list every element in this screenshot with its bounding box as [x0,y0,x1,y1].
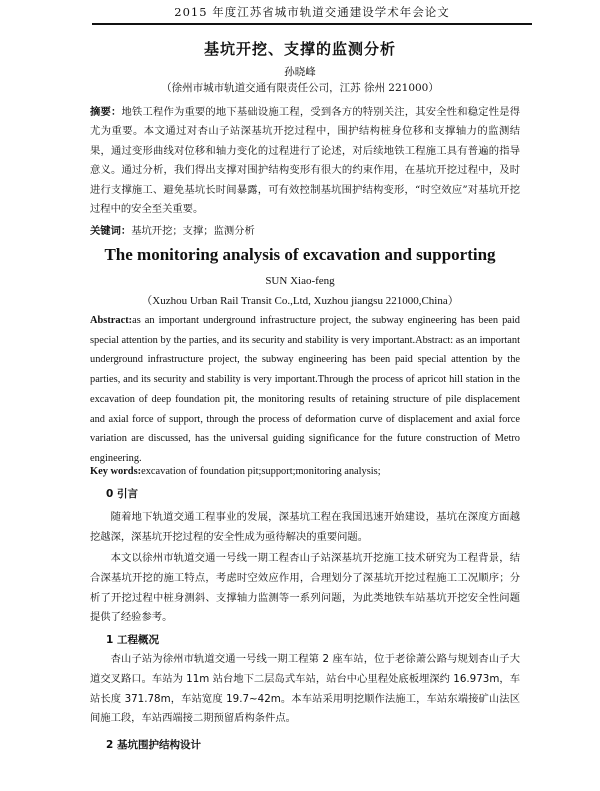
chinese-keywords-label: 关键词： [90,225,132,237]
introduction-paragraph-1: 随着地下轨道交通工程事业的发展，深基坑工程在我国迅速开始建设，基坑在深度方面越挖越深，深基坑开挖过程的安全性成为亟待解决的重要问题。 [90,511,520,543]
english-abstract [90,311,520,469]
chinese-affiliation: （徐州市城市轨道交通有限责任公司，江苏 徐州 221000） [161,82,439,94]
header-rule [92,24,532,25]
section-heading-retaining-structure: 2 基坑围护结构设计 [106,739,201,751]
english-author: SUN Xiao-feng [265,275,335,287]
section-heading-introduction: 0 引言 [106,488,138,500]
introduction-paragraph-2: 本文以徐州市轨道交通一号线一期工程杏山子站深基坑开挖施工技术研究为工程背景，结合深基坑开挖的施工特点，考虑时空效应作用，合理划分了深基坑开挖过程施工工况顺序；分析了开挖过程中桩身测斜、支撑轴力监测等一系列问题，为此类地铁车站基坑开挖安全性问题提供了经验参考。 [90,552,520,624]
chinese-author: 孙晓峰 [284,66,316,78]
english-keywords [90,466,520,477]
english-abstract-text: as an important underground infrastructure project, the subway engineering has been paid special attention by the parties, and its security and stability is very important.Abstract: as an important underground infrastructure project, the subway engineering has been paid special attention by the parties, and its security and stability is very important.Through the process of apricot hill station in the excavation of deep foundation pit, the monitoring results of retaining structure of pile displacement and axial force of support, through the process of deformation curve of displacement and axial force variation are discussed, has the universal guiding significance for the future construction of Metro engineering. [90,315,520,464]
section-heading-project-overview: 1 工程概况 [106,634,159,646]
chinese-title: 基坑开挖、支撑的监测分析 [203,40,396,58]
chinese-keywords-text: 基坑开挖；支撑；监测分析 [131,225,255,237]
english-keywords-label: Key words: [90,466,142,477]
english-keywords-text: excavation of foundation pit;support;monitoring analysis; [141,466,381,477]
chinese-abstract-text: 地铁工程作为重要的地下基础设施工程，受到各方的特别关注，其安全性和稳定性是得尤为重要。本文通过对杏山子站深基坑开挖过程中，围护结构桩身位移和支撑轴力的监测结果，通过变形曲线对位移和轴力变化的过程进行了论述，对后续地铁工程施工具有普遍的指导意义。通过分析，我们得出支撑对围护结构变形有很大的约束作用，在基坑开挖过程中，及时进行支撑施工、避免基坑长时间暴露，可有效控制基坑围护结构变形，“时空效应”对基坑开挖过程中的安全至关重要。 [90,106,521,216]
chinese-abstract-label: 摘要： [90,106,122,118]
project-overview-paragraph: 杏山子站为徐州市轨道交通一号线一期工程第 2 座车站，位于老徐萧公路与规划杏山子大道交叉路口。车站为 11m 站台地下二层岛式车站，站台中心里程处底板埋深约 16.973m，车站长度 371.78m，车站宽度 19.7~42m。本车站采用明挖顺作法施工，车站东端接矿山法区间施工段，车站西端接二期预留盾构条件点。 [90,653,520,725]
chinese-abstract [90,103,520,219]
english-abstract-label: Abstract: [90,315,133,326]
english-affiliation: （Xuzhou Urban Rail Transit Co.,Ltd, Xuzhou jiangsu 221000,China） [141,295,459,307]
english-title: The monitoring analysis of excavation and supporting [104,245,496,264]
running-header: 2015 年度江苏省城市轨道交通建设学术年会论文 [92,4,532,25]
chinese-keywords [90,222,520,237]
